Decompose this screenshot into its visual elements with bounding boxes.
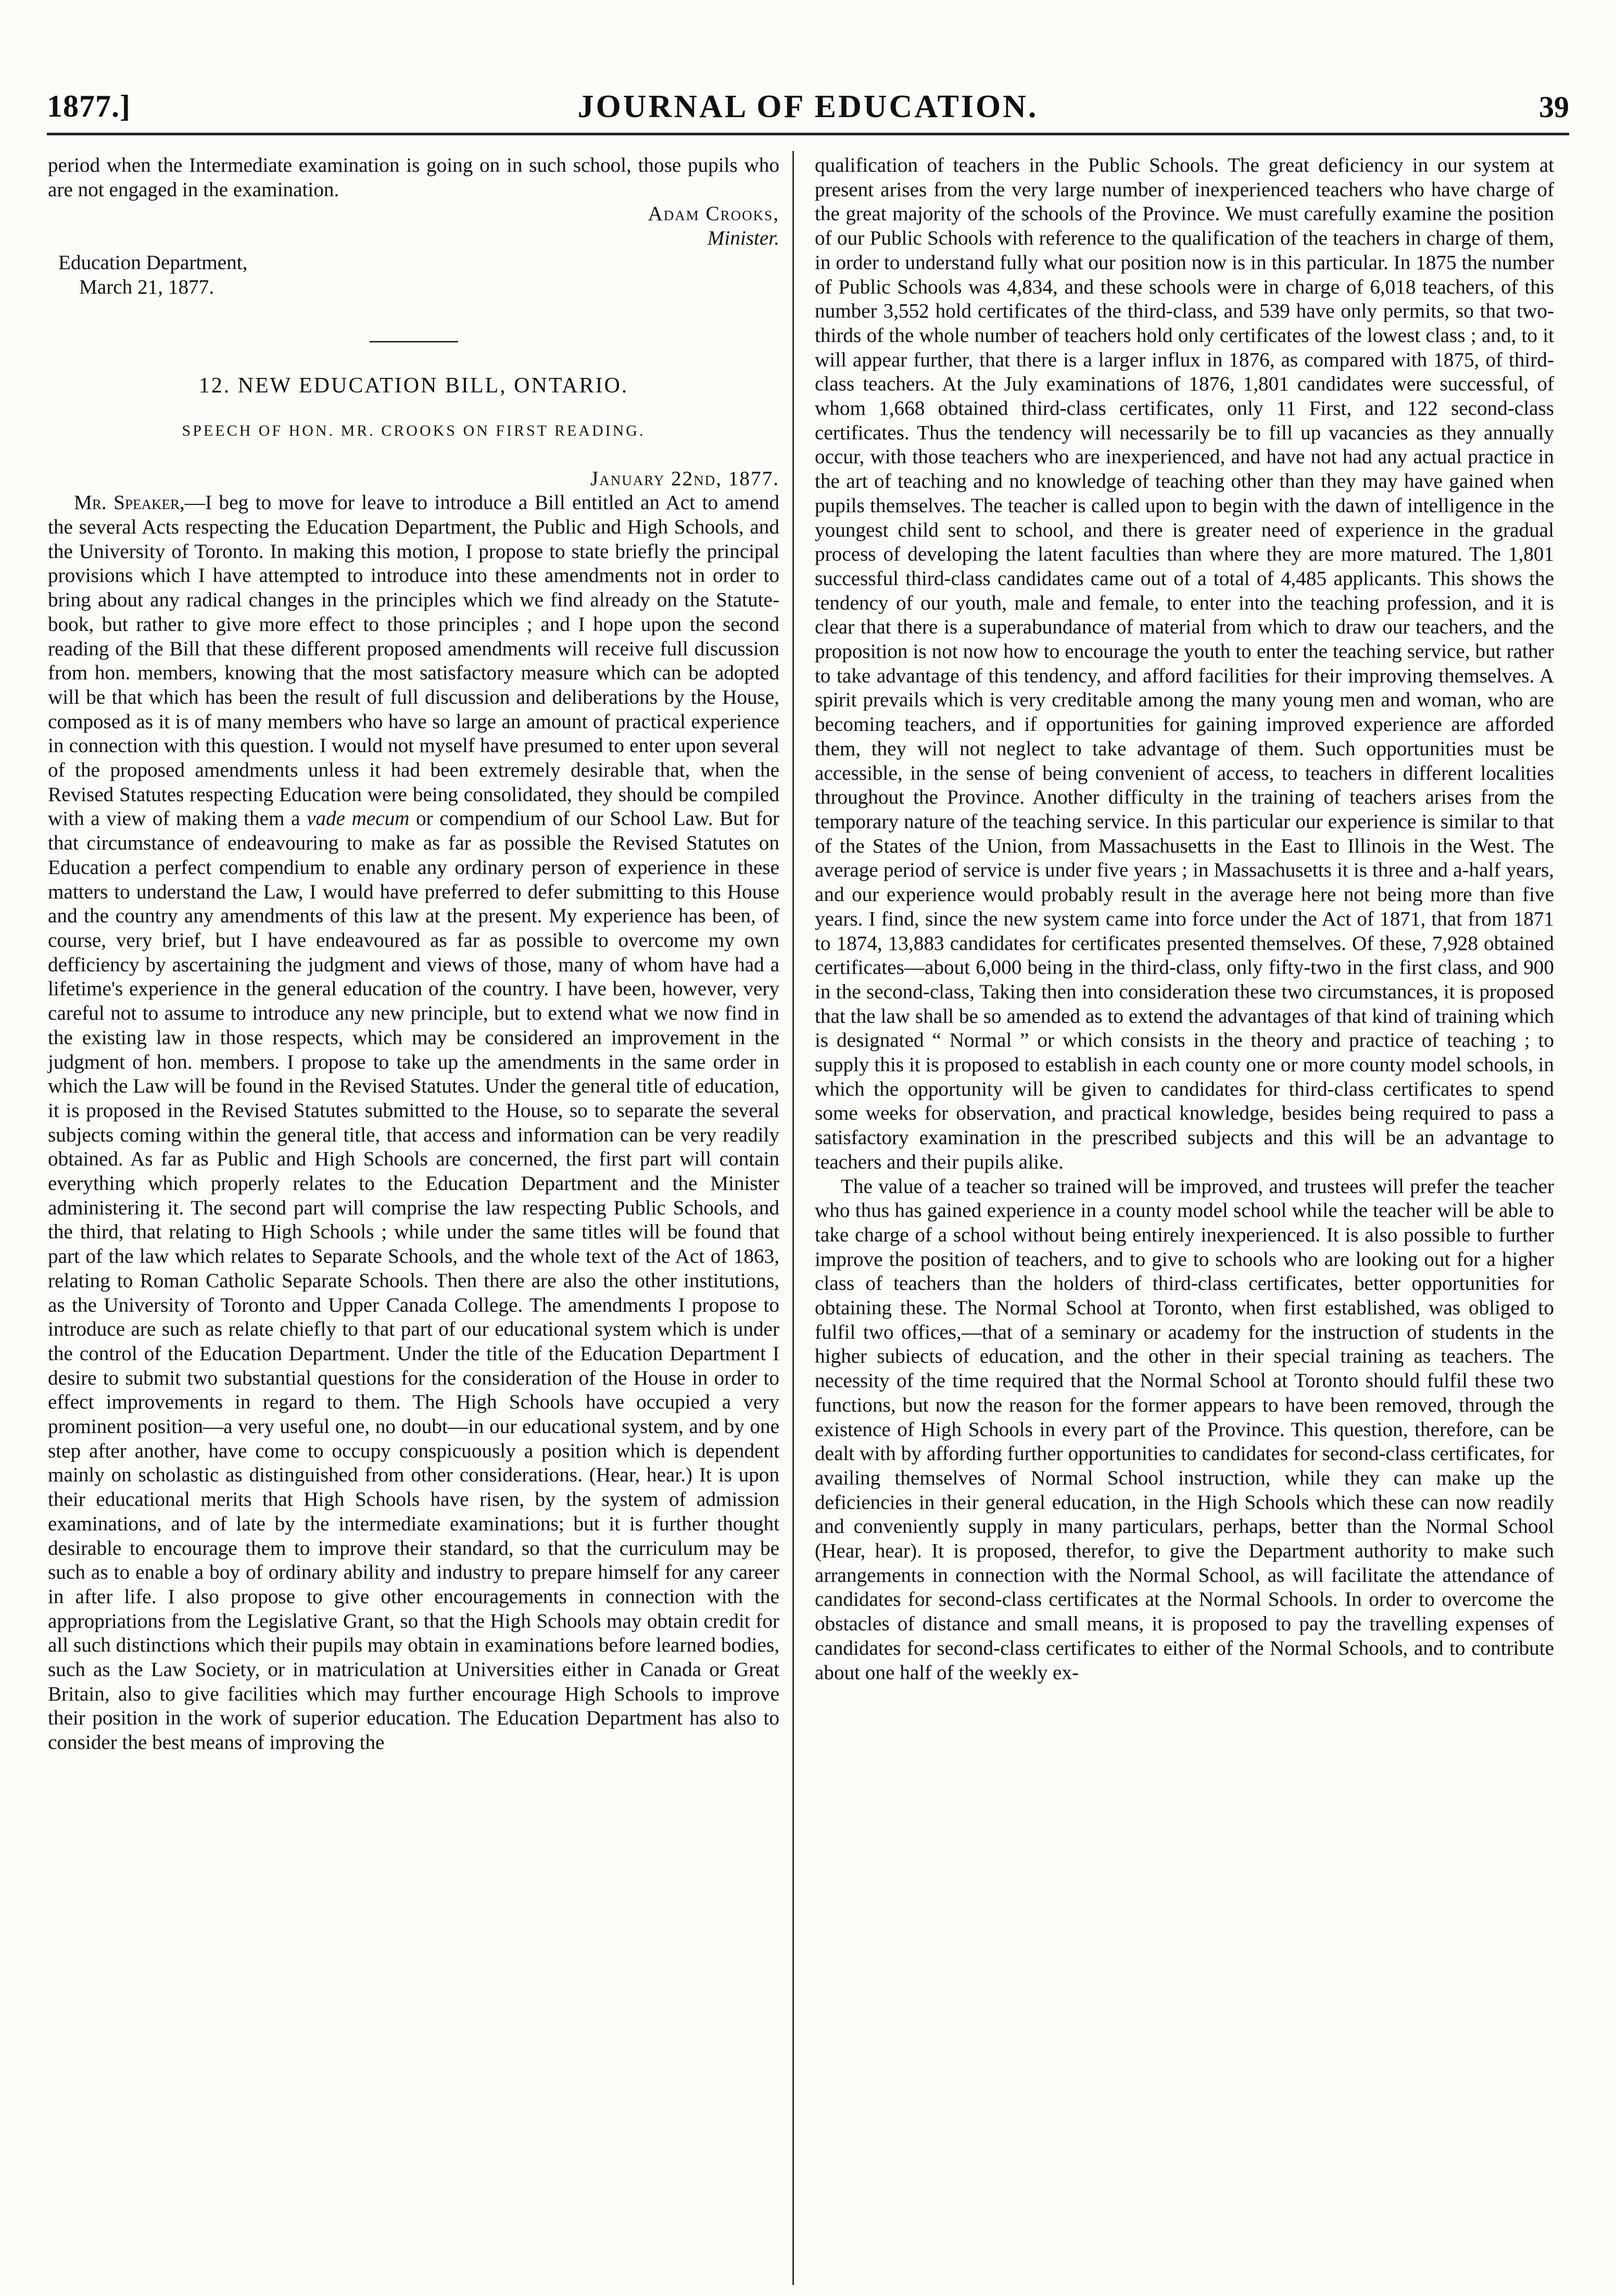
right-paragraph-2: The value of a teacher so trained will be improved, and trustees will prefer the teacher who thus has gained experience in a county model school while the teacher will be able to take charge of a school without being entirely inexperienced. It is also possible to further improve the position of teachers, and to give to schools who are looking out for a higher class of teachers than the holders of third-class certificates, better opportunities for obtaining these. The Normal School at Toronto, when first established, was obliged to fulfil two offices,—that of a seminary or academy for the instruction of students in the higher subiects of education, and the other in their special training as teachers. The necessity of the time required that the Normal School at Toronto should fulfil these two functions, but now the reason for the former appears to have been removed, through the existence of High Schools in every part of the Province. This question, therefore, can be dealt with by affording further opportunities to candidates for second-class certificates, for availing themselves of Normal School instruction, while they can make up the deficiencies in their general education, in the High Schools which these can now readily and conveniently supply in many particulars, perhaps, better than the Normal School (Hear, hear). It is proposed, therefor, to give the Department authority to make such arrangements in connection with the Normal School, as will facilitate the attendance of candidates for second-class certificates at the Normal Schools. In order to overcome the obstacles of distance and small means, it is proposed to pay the travelling expenses of candidates for second-class certificates to either of the Normal Schools, and to contribute about one half of the weekly ex- [815,1175,1554,1684]
header-rule [47,133,1569,135]
right-paragraph-1: qualification of teachers in the Public Schools. The great deficiency in our system at present arises from the very large number of inexperienced teachers who have charge of the great majority of the schools of the Province. We must carefully examine the position of our Public Schools with reference to the qualification of the teachers in charge of them, in order to understand fully what our position now is in this particular. In 1875 the number of Public Schools was 4,834, and these schools were in charge of 6,018 teachers, of this number 3,552 hold certificates of the third-class, and 539 have only permits, so that two-thirds of the whole number of teachers hold only certificates of the lowest class ; and, to it will appear further, that there is a larger influx in 1876, as compared with 1875, of third-class teachers. At the July examinations of 1876, 1,801 candidates were successful, of whom 1,668 obtained third-class certificates, only 11 First, and 122 second-class certificates. Thus the tendency will necessarily be to fill up vacancies as they annually occur, with those teachers who are inexperienced, and have not had any actual practice in the art of teaching and no knowledge of teaching other than they may have gained when pupils themselves. The teacher is called upon to begin with the dawn of intelligence in the youngest child sent to school, and there is greater need of experience in the gradual process of developing the latent faculties than where they are more matured. The 1,801 successful third-class candidates came out of a total of 4,485 applicants. This shows the tendency of our youth, male and female, to enter into the teaching profession, and it is clear that there is a superabundance of material from which to draw our teachers, and the proposition is not now how to encourage the youth to enter the teaching service, but rather to take advantage of this tendency, and afford facilities for their improving themselves. A spirit prevails which is very creditable among the many young men and woman, who are becoming teachers, and if opportunities for gaining improved experience are afforded them, they will not neglect to take advantage of them. Such opportunities must be accessible, in the sense of being convenient of access, to teachers in different localities throughout the Province. Another difficulty in the training of teachers arises from the temporary nature of the teaching service. In this particular our experience is similar to that of the States of the Union, from Massachusetts in the East to Illinois in the West. The average period of service is under five years ; in Massachusetts it is three and a-half years, and our experience would probably result in the average here not being more than five years. I find, since the new system came into force under the Act of 1871, that from 1871 to 1874, 13,883 candidates for certificates presented themselves. Of these, 7,928 obtained certificates—about 6,000 being in the third-class, only fifty-two in the first class, and 900 in the second-class, Taking then into consideration these two circumstances, it is proposed that the law shall be so amended as to extend the advantages of that kind of training which is designated “ Normal ” or which consists in the theory and practice of teaching ; to supply this it is proposed to establish in each county one or more county model schools, in which the opportunity will be given to candidates for third-class certificates to spend some weeks for observation, and practical knowledge, besides being required to pass a satisfactory examination in the prescribed subjects and this will be an advantage to teachers and their pupils alike. [815,154,1554,1173]
department-line: Education Department, [58,251,248,274]
speech-text-part-a: —I beg to move for leave to introduce a Bill entitled an Act to amend the several Acts respecting the Education Department, the Public and High Schools, and the University of Toronto. In making this motion, I propose to state briefly the principal provisions which I have attempted to introduce into these amendments not in order to bring about any radical changes in the principles which we find already on the Statute-book, but rather to give more effect to those principles ; and I hope upon the second reading of the Bill that these different proposed amendments will receive full discussion from hon. members, knowing that the most satisfactory measure which can be adopted will be that which has been the result of full discussion and deliberations by the House, composed as it is of many members who have so large an amount of practical experience in connection with this question. I would not myself have presumed to enter upon several of the proposed amendments unless it had been extremely desirable that, when the Revised Statutes respecting Education were being consolidated, they should be compiled with a view of making them a [48,491,779,830]
speech-date: January 22nd, 1877. [590,467,779,490]
right-column [815,154,1554,1685]
section-title: 12. NEW EDUCATION BILL, ONTARIO. [198,374,629,398]
signature-name: Adam Crooks, [648,202,779,225]
column-divider [792,151,794,2285]
left-column [48,154,779,1755]
speech-text-part-b: or compendium of our School Law. But for that circumstance of endeavouring to make as far as possible the Revised Statutes on Education a perfect compendium to enable any ordinary person of experience in these matters to understand the Law, I would have preferred to defer submitting to this House and the country any amendments of this law at the present. My experience has been, of course, very brief, but I have endeavoured as far as possible to overcome my own defficiency by ascertaining the judgment and views of those, many of whom have had a lifetime's experience in the general education of the country. I have been, however, very careful not to assume to introduce any new principle, but to extend what we now find in the existing law in those respects, which may be considered an improvement in the judgment of hon. members. I propose to take up the amendments in the same order in which the Law will be found in the Revised Statutes. Under the general title of education, it is proposed in the Revised Statutes submitted to the House, so to separate the several subjects coming within the general title, that access and information can be very readily obtained. As far as Public and High Schools are concerned, the first part will contain everything which properly relates to the Education Department and the Minister administering it. The second part will comprise the law respecting Public Schools, and the third, that relating to High Schools ; while under the same titles will be found that part of the law which relates to Separate Schools, and the whole text of the Act of 1863, relating to Roman Catholic Separate Schools. Then there are also the other institutions, as the University of Toronto and Upper Canada College. The amendments I propose to introduce are such as relate chiefly to that part of our educational system which is under the control of the Education Department. Under the title of the Education Department I desire to submit two substantial questions for the consideration of the House in order to effect improvements in regard to them. The High Schools have occupied a very prominent position—a very useful one, no doubt—in our educational system, and by one step after another, have come to occupy conspicuously a position which is dependent mainly on scholastic as distinguished from other considerations. (Hear, hear.) It is upon their educational merits that High Schools have risen, by the system of admission examinations, and of late by the intermediate examinations; but it is further thought desirable to encourage them to improve their standard, so that the curriculum may be such as to enable a boy of ordinary ability and industry to prepare himself for any career in after life. I also propose to give other encouragements in connection with the appropriations from the Legislative Grant, so that the High Schools may obtain credit for all such distinctions which their pupils may obtain in examinations before learned bodies, such as the Law Society, or in matriculation at Universities either in Canada or Great Britain, also to give facilities which may further encourage High Schools to improve their position in the work of superior education. The Education Department has also to consider the best means of improving the [48,807,779,1754]
speech-subtitle: SPEECH OF HON. MR. CROOKS ON FIRST READING. [182,422,646,439]
running-head [47,78,1569,130]
vade-mecum-term: vade mecum [306,807,410,830]
header-year: 1877.] [47,89,131,123]
journal-title: JOURNAL OF EDUCATION. [577,89,1039,124]
section-separator [370,341,458,343]
department-date: March 21, 1877. [79,275,214,298]
speaker-salutation: Mr. Speaker, [74,491,185,514]
intro-paragraph: period when the Intermediate examination is going on in such school, those pupils who are not engaged in the examination. [48,154,779,201]
speech-body [48,491,779,1755]
signature-title: Minister. [707,227,779,250]
page-number: 39 [1539,90,1569,124]
